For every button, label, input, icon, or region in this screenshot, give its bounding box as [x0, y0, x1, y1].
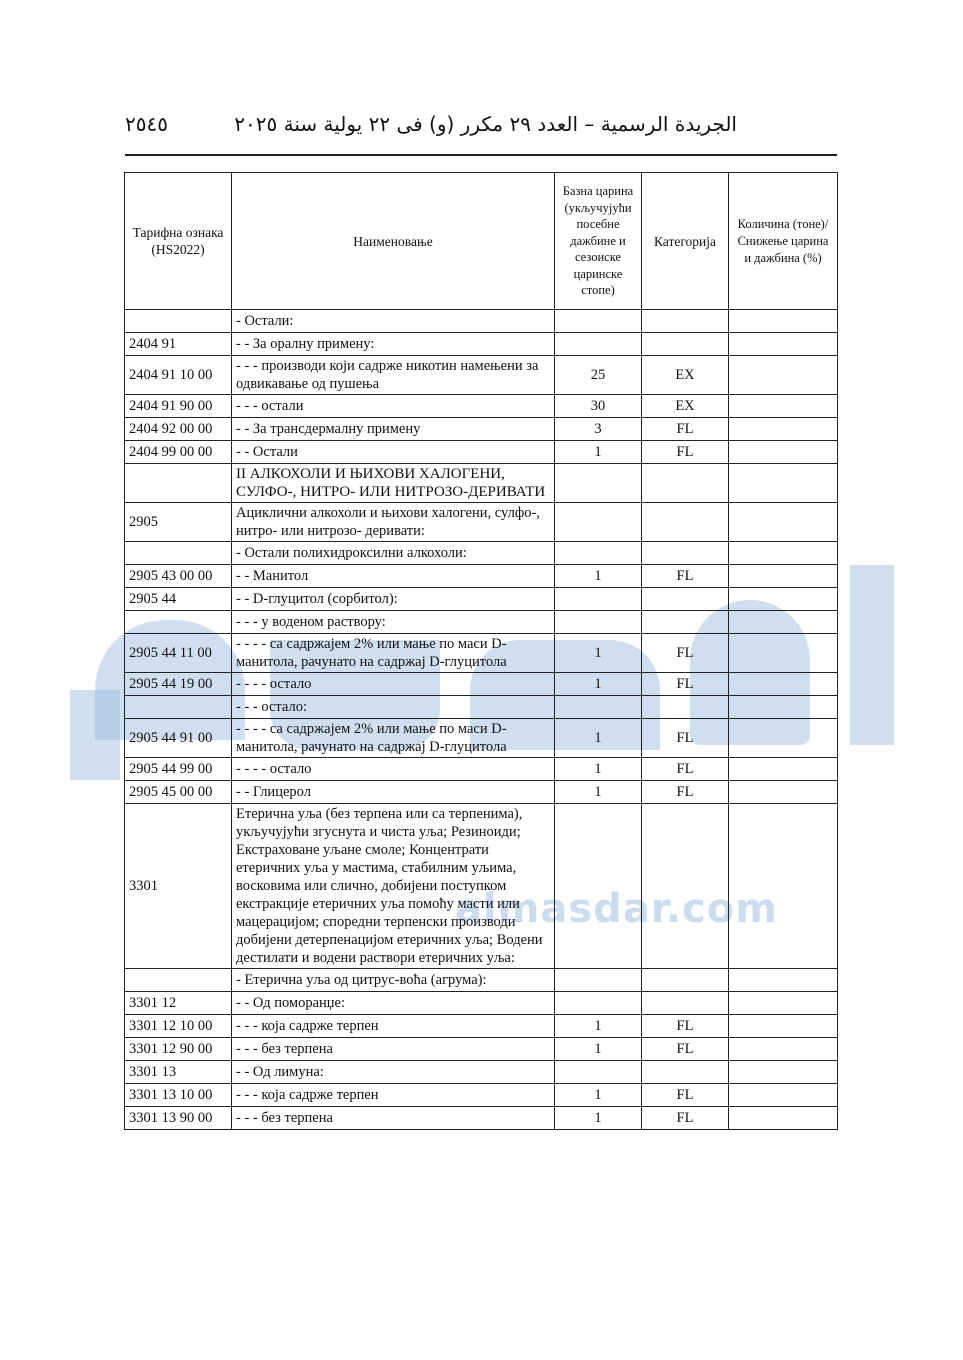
cell-category: FL	[642, 758, 729, 781]
cell-quantity	[729, 310, 838, 333]
cell-name: - - Остали	[232, 441, 555, 464]
cell-quantity	[729, 418, 838, 441]
cell-quantity	[729, 464, 838, 503]
cell-quantity	[729, 696, 838, 719]
cell-base-duty	[555, 969, 642, 992]
table-row	[125, 992, 838, 1015]
cell-category	[642, 696, 729, 719]
tariff-table	[124, 172, 838, 1130]
cell-quantity	[729, 804, 838, 969]
cell-name: - - - без терпена	[232, 1038, 555, 1061]
cell-base-duty: 1	[555, 719, 642, 758]
table-row	[125, 696, 838, 719]
cell-base-duty: 1	[555, 1038, 642, 1061]
cell-code: 3301 13 90 00	[125, 1107, 232, 1130]
cell-quantity	[729, 1015, 838, 1038]
cell-quantity	[729, 1061, 838, 1084]
cell-category: FL	[642, 719, 729, 758]
cell-base-duty	[555, 542, 642, 565]
table-row	[125, 565, 838, 588]
cell-base-duty: 1	[555, 441, 642, 464]
cell-quantity	[729, 611, 838, 634]
table-row	[125, 969, 838, 992]
cell-name: II АЛКОХОЛИ И ЊИХОВИ ХАЛОГЕНИ, СУЛФО-, НИТРО- ИЛИ НИТРОЗО-ДЕРИВАТИ	[232, 464, 555, 503]
table-row	[125, 503, 838, 542]
table-row	[125, 395, 838, 418]
header-name: Наименовање	[232, 173, 555, 310]
header-divider	[125, 154, 837, 156]
header-code: Тарифна ознака (HS2022)	[125, 173, 232, 310]
table-header-row	[125, 173, 838, 310]
cell-code: 2905 44 19 00	[125, 673, 232, 696]
table-row	[125, 758, 838, 781]
cell-name: - - - - остало	[232, 673, 555, 696]
cell-quantity	[729, 1107, 838, 1130]
cell-base-duty	[555, 992, 642, 1015]
cell-base-duty: 25	[555, 356, 642, 395]
cell-code: 3301	[125, 804, 232, 969]
cell-quantity	[729, 781, 838, 804]
cell-name: - Етерична уља од цитрус-воћа (агрума):	[232, 969, 555, 992]
cell-base-duty	[555, 503, 642, 542]
cell-quantity	[729, 1084, 838, 1107]
cell-code: 2905 45 00 00	[125, 781, 232, 804]
cell-code: 2404 92 00 00	[125, 418, 232, 441]
cell-code: 3301 12 90 00	[125, 1038, 232, 1061]
cell-category: FL	[642, 1084, 729, 1107]
cell-quantity	[729, 634, 838, 673]
cell-category: FL	[642, 441, 729, 464]
cell-quantity	[729, 441, 838, 464]
gazette-title: الجريدة الرسمية – العدد ٢٩ مكرر (و) فى ٢٢ يولية سنة ٢٠٢٥	[234, 112, 737, 136]
cell-quantity	[729, 333, 838, 356]
cell-quantity	[729, 992, 838, 1015]
table-row	[125, 781, 838, 804]
page-number: ٢٥٤٥	[125, 112, 168, 136]
cell-code: 3301 13	[125, 1061, 232, 1084]
cell-quantity	[729, 395, 838, 418]
cell-category: EX	[642, 356, 729, 395]
cell-code	[125, 696, 232, 719]
cell-code: 2905 44	[125, 588, 232, 611]
cell-name: - - Од лимуна:	[232, 1061, 555, 1084]
cell-category: FL	[642, 1107, 729, 1130]
cell-code: 2404 99 00 00	[125, 441, 232, 464]
cell-base-duty	[555, 611, 642, 634]
cell-category	[642, 992, 729, 1015]
cell-quantity	[729, 1038, 838, 1061]
cell-base-duty: 1	[555, 673, 642, 696]
cell-name: - - - која садрже терпен	[232, 1015, 555, 1038]
cell-category: FL	[642, 1015, 729, 1038]
cell-base-duty: 3	[555, 418, 642, 441]
cell-base-duty: 1	[555, 634, 642, 673]
cell-name: Етерична уља (без терпена или са терпенима), укључујући згуснута и чиста уља; Резиноиди; Екстраховане уљане смоле; Концентрати етеричних уља у мастима, стабилним уљима, восковима или слично, добијени поступком екстракције етеричних уља помоћу масти или мацерацијом; споредни терпенски производи добијени детерпенацијом етеричних уља; Водени дестилати и водени раствори етеричних уља:	[232, 804, 555, 969]
cell-base-duty	[555, 310, 642, 333]
cell-name: - - - производи који садрже никотин намењени за одвикавање од пушења	[232, 356, 555, 395]
cell-name: - - За оралну примену:	[232, 333, 555, 356]
cell-name: - - - остало:	[232, 696, 555, 719]
cell-name: - - D-глуцитол (сорбитол):	[232, 588, 555, 611]
page-header	[125, 104, 737, 144]
cell-code: 2905	[125, 503, 232, 542]
table-row	[125, 1015, 838, 1038]
cell-name: - - Глицерол	[232, 781, 555, 804]
cell-base-duty	[555, 804, 642, 969]
cell-code: 3301 12	[125, 992, 232, 1015]
cell-name: - - - - са садржајем 2% или мање по маси D-манитола, рачунато на садржај D-глуцитола	[232, 719, 555, 758]
cell-quantity	[729, 673, 838, 696]
cell-category	[642, 611, 729, 634]
cell-quantity	[729, 565, 838, 588]
cell-category	[642, 969, 729, 992]
cell-base-duty	[555, 696, 642, 719]
cell-category	[642, 1061, 729, 1084]
table-row	[125, 1107, 838, 1130]
cell-code: 2404 91 10 00	[125, 356, 232, 395]
cell-category	[642, 542, 729, 565]
cell-category: FL	[642, 673, 729, 696]
header-base-duty: Базна царина (укључујући посебне дажбине и сезоиске царинске стопе)	[555, 173, 642, 310]
cell-name: - - Манитол	[232, 565, 555, 588]
cell-base-duty: 1	[555, 1107, 642, 1130]
cell-base-duty	[555, 333, 642, 356]
watermark-text: almasdar.com	[455, 886, 778, 932]
cell-name: - - Од поморанџе:	[232, 992, 555, 1015]
cell-code	[125, 542, 232, 565]
cell-category: FL	[642, 781, 729, 804]
cell-category: FL	[642, 418, 729, 441]
cell-base-duty: 30	[555, 395, 642, 418]
cell-code: 2905 43 00 00	[125, 565, 232, 588]
cell-name: - - - остали	[232, 395, 555, 418]
table-row	[125, 333, 838, 356]
table-row	[125, 1061, 838, 1084]
cell-code: 2404 91 90 00	[125, 395, 232, 418]
table-row	[125, 464, 838, 503]
cell-name: Ациклични алкохоли и њихови халогени, сулфо-, нитро- или нитрозо- деривати:	[232, 503, 555, 542]
cell-name: - Остали:	[232, 310, 555, 333]
cell-category: FL	[642, 565, 729, 588]
table-row	[125, 673, 838, 696]
cell-name: - - - у воденом раствору:	[232, 611, 555, 634]
cell-quantity	[729, 542, 838, 565]
cell-base-duty: 1	[555, 565, 642, 588]
table-row	[125, 542, 838, 565]
table-row	[125, 611, 838, 634]
cell-category: FL	[642, 634, 729, 673]
cell-code: 2404 91	[125, 333, 232, 356]
table-row	[125, 1038, 838, 1061]
table-row	[125, 310, 838, 333]
header-category: Категорија	[642, 173, 729, 310]
cell-name: - - - без терпена	[232, 1107, 555, 1130]
table-row	[125, 588, 838, 611]
table-row	[125, 634, 838, 673]
cell-base-duty	[555, 464, 642, 503]
cell-name: - - За трансдермалну примену	[232, 418, 555, 441]
cell-base-duty: 1	[555, 1015, 642, 1038]
cell-name: - - - која садрже терпен	[232, 1084, 555, 1107]
cell-code	[125, 969, 232, 992]
table-row	[125, 719, 838, 758]
cell-code	[125, 611, 232, 634]
table-row	[125, 1084, 838, 1107]
cell-base-duty: 1	[555, 781, 642, 804]
cell-code	[125, 464, 232, 503]
cell-quantity	[729, 969, 838, 992]
cell-base-duty	[555, 588, 642, 611]
cell-category: EX	[642, 395, 729, 418]
table-row	[125, 418, 838, 441]
cell-category	[642, 464, 729, 503]
cell-code: 2905 44 91 00	[125, 719, 232, 758]
cell-name: - - - - са садржајем 2% или мање по маси D-манитола, рачунато на садржај D-глуцитола	[232, 634, 555, 673]
cell-category	[642, 503, 729, 542]
cell-quantity	[729, 503, 838, 542]
header-quantity: Количина (тоне)/ Снижење царина и дажбина (%)	[729, 173, 838, 310]
cell-base-duty	[555, 1061, 642, 1084]
cell-name: - - - - остало	[232, 758, 555, 781]
cell-quantity	[729, 719, 838, 758]
cell-quantity	[729, 588, 838, 611]
table-row	[125, 441, 838, 464]
cell-quantity	[729, 356, 838, 395]
cell-category	[642, 804, 729, 969]
cell-category	[642, 310, 729, 333]
cell-category	[642, 333, 729, 356]
table-row	[125, 804, 838, 969]
cell-code: 3301 13 10 00	[125, 1084, 232, 1107]
cell-code: 2905 44 99 00	[125, 758, 232, 781]
cell-category	[642, 588, 729, 611]
cell-base-duty: 1	[555, 1084, 642, 1107]
cell-name: - Остали полихидроксилни алкохоли:	[232, 542, 555, 565]
cell-code	[125, 310, 232, 333]
cell-code: 2905 44 11 00	[125, 634, 232, 673]
cell-category: FL	[642, 1038, 729, 1061]
table-row	[125, 356, 838, 395]
cell-quantity	[729, 758, 838, 781]
cell-base-duty: 1	[555, 758, 642, 781]
cell-code: 3301 12 10 00	[125, 1015, 232, 1038]
